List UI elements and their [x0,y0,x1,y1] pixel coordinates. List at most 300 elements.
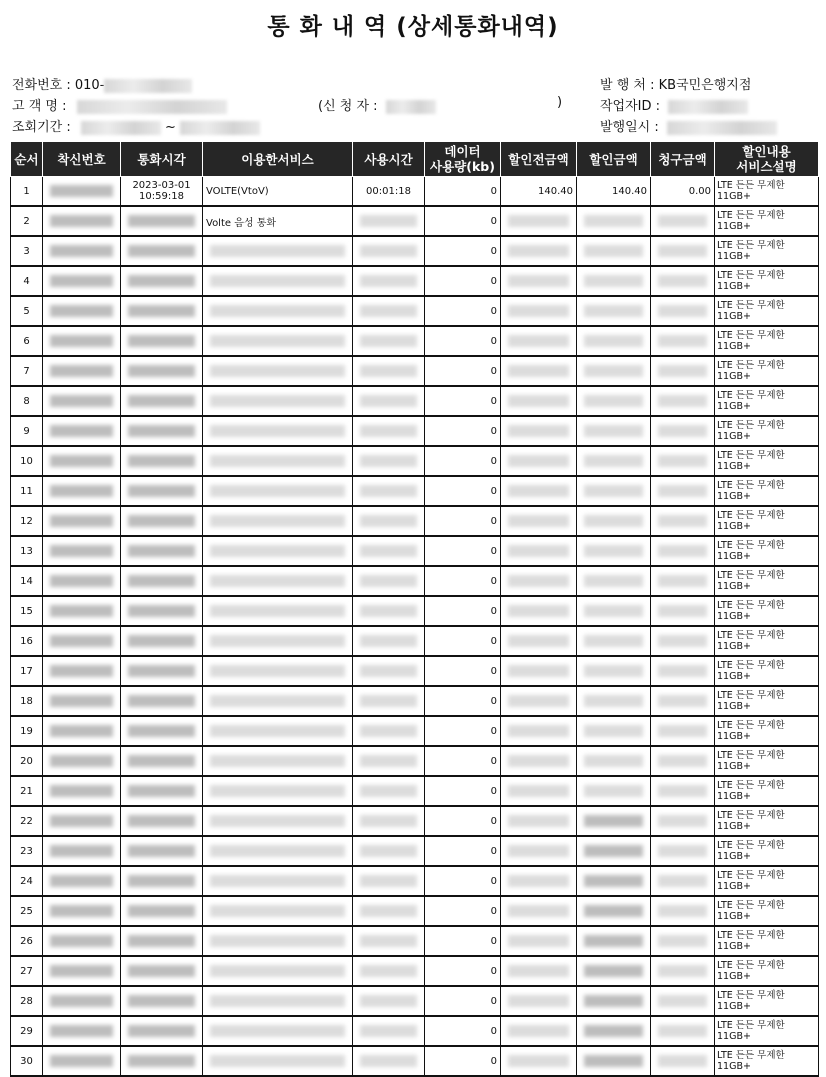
discount-cell: 140.40 [577,177,651,207]
call-time-cell [121,986,203,1016]
row-number: 15 [11,596,43,626]
discount-cell [577,236,651,266]
dest-number-cell [43,1016,121,1046]
redacted-value [50,695,113,707]
billed-cell [651,386,715,416]
redacted-value [128,815,195,827]
redacted-value [50,995,113,1007]
service-cell [203,836,353,866]
redacted-value [50,485,113,497]
duration-cell [353,236,425,266]
duration-cell [353,926,425,956]
redacted-value [360,695,417,707]
data-usage-cell: 0 [425,686,501,716]
redacted-value [584,395,643,407]
discount-cell [577,536,651,566]
redacted-value [210,425,345,437]
redacted-value [584,575,643,587]
redacted-worker [668,100,748,114]
discount-cell [577,476,651,506]
header-dest-number: 착신번호 [43,142,121,177]
table-row [11,206,819,236]
row-number: 30 [11,1046,43,1076]
data-usage-cell: 0 [425,296,501,326]
discount-cell [577,926,651,956]
redacted-value [210,665,345,677]
service-cell [203,626,353,656]
row-number: 24 [11,866,43,896]
discount-desc-cell: LTE 든든 무제한 11GB+ [715,896,819,926]
redacted-value [584,515,643,527]
call-time-cell [121,416,203,446]
redacted-value [658,635,707,647]
issuer-row [600,74,751,93]
dest-number-cell [43,356,121,386]
discount-cell [577,446,651,476]
redacted-value [658,935,707,947]
duration-cell [353,566,425,596]
data-usage-cell: 0 [425,926,501,956]
redacted-value [128,755,195,767]
redacted-value [658,725,707,737]
redacted-value [508,1025,569,1037]
header-service: 이용한서비스 [203,142,353,177]
period-separator: ~ [165,120,176,135]
service-cell [203,596,353,626]
redacted-value [658,1055,707,1067]
call-time-cell [121,746,203,776]
service-cell [203,1046,353,1076]
row-number: 8 [11,386,43,416]
redacted-phone [104,79,192,93]
redacted-value [50,1055,113,1067]
call-time-cell [121,266,203,296]
billed-cell [651,1046,715,1076]
billed-cell [651,656,715,686]
redacted-value [584,755,643,767]
redacted-value [210,515,345,527]
duration-cell [353,1016,425,1046]
billed-cell [651,956,715,986]
redacted-value [584,305,643,317]
dest-number-cell [43,296,121,326]
row-number: 7 [11,356,43,386]
discount-desc-cell: LTE 든든 무제한 11GB+ [715,206,819,236]
redacted-value [360,845,417,857]
discount-cell [577,896,651,926]
table-row [11,266,819,296]
data-usage-cell: 0 [425,266,501,296]
billed-cell [651,266,715,296]
redacted-value [658,965,707,977]
redacted-value [50,755,113,767]
redacted-value [584,1025,643,1037]
call-time-cell [121,626,203,656]
redacted-value [360,665,417,677]
redacted-value [508,575,569,587]
duration-cell [353,746,425,776]
discount-cell [577,656,651,686]
row-number: 28 [11,986,43,1016]
table-row [11,506,819,536]
discount-cell [577,806,651,836]
call-time-cell [121,566,203,596]
call-time-cell [121,596,203,626]
redacted-value [508,485,569,497]
redacted-value [50,845,113,857]
redacted-value [508,245,569,257]
billed-cell [651,836,715,866]
data-usage-cell: 0 [425,536,501,566]
redacted-value [360,965,417,977]
call-time-cell [121,896,203,926]
discount-cell [577,866,651,896]
redacted-customer [77,100,227,114]
discount-desc-cell: LTE 든든 무제한 11GB+ [715,236,819,266]
call-time-cell [121,1046,203,1076]
redacted-value [508,785,569,797]
redacted-value [658,425,707,437]
billed-cell [651,776,715,806]
redacted-value [508,725,569,737]
discount-cell [577,776,651,806]
redacted-value [658,695,707,707]
billed-cell [651,626,715,656]
amount-before-cell [501,806,577,836]
row-number: 3 [11,236,43,266]
redacted-value [360,395,417,407]
discount-cell [577,956,651,986]
billed-cell [651,326,715,356]
row-number: 27 [11,956,43,986]
redacted-value [50,815,113,827]
redacted-value [128,635,195,647]
redacted-value [210,875,345,887]
row-number: 22 [11,806,43,836]
header-call-time: 통화시각 [121,142,203,177]
redacted-value [658,335,707,347]
redacted-value [50,215,113,227]
redacted-value [584,245,643,257]
call-time-cell [121,206,203,236]
service-cell [203,686,353,716]
call-time-cell [121,686,203,716]
discount-cell [577,1046,651,1076]
discount-desc-cell: LTE 든든 무제한 11GB+ [715,266,819,296]
duration-cell [353,1046,425,1076]
dest-number-cell [43,626,121,656]
redacted-value [128,425,195,437]
redacted-value [50,335,113,347]
row-number: 20 [11,746,43,776]
data-usage-cell: 0 [425,986,501,1016]
amount-before-cell [501,1046,577,1076]
redacted-value [210,995,345,1007]
discount-desc-cell: LTE 든든 무제한 11GB+ [715,596,819,626]
discount-cell [577,386,651,416]
table-row [11,776,819,806]
duration-cell [353,416,425,446]
data-usage-cell: 0 [425,836,501,866]
amount-before-cell [501,206,577,236]
redacted-value [584,275,643,287]
redacted-value [128,1055,195,1067]
header-discount: 할인금액 [577,142,651,177]
call-time-cell [121,806,203,836]
row-number: 29 [11,1016,43,1046]
service-cell [203,236,353,266]
redacted-value [210,335,345,347]
row-number: 19 [11,716,43,746]
data-usage-cell: 0 [425,566,501,596]
redacted-value [210,365,345,377]
redacted-value [584,605,643,617]
row-number: 17 [11,656,43,686]
amount-before-cell [501,356,577,386]
redacted-value [584,665,643,677]
applicant-close: ) [557,95,563,110]
table-row [11,476,819,506]
dest-number-cell [43,506,121,536]
service-cell [203,356,353,386]
redacted-value [658,605,707,617]
data-usage-cell: 0 [425,776,501,806]
redacted-value [584,935,643,947]
dest-number-cell [43,416,121,446]
service-cell [203,536,353,566]
discount-desc-cell: LTE 든든 무제한 11GB+ [715,836,819,866]
duration-cell [353,206,425,236]
redacted-value [210,695,345,707]
dest-number-cell [43,206,121,236]
duration-cell [353,296,425,326]
discount-cell [577,326,651,356]
worker-label: 작업자ID : [600,99,661,114]
billed-cell [651,236,715,266]
redacted-value [128,905,195,917]
data-usage-cell: 0 [425,476,501,506]
redacted-value [210,1025,345,1037]
issue-date-row [600,116,777,135]
call-time-cell [121,1016,203,1046]
discount-cell [577,296,651,326]
redacted-value [360,215,417,227]
redacted-value [128,275,195,287]
redacted-value [360,575,417,587]
call-time-cell [121,536,203,566]
billed-cell [651,806,715,836]
data-usage-cell: 0 [425,866,501,896]
discount-desc-cell: LTE 든든 무제한 11GB+ [715,1046,819,1076]
redacted-value [584,1055,643,1067]
redacted-value [658,575,707,587]
redacted-value [360,1025,417,1037]
table-row [11,446,819,476]
table-row [11,986,819,1016]
redacted-value [128,695,195,707]
redacted-value [50,635,113,647]
amount-before-cell [501,566,577,596]
redacted-value [50,395,113,407]
duration-cell [353,776,425,806]
redacted-value [508,365,569,377]
redacted-value [360,245,417,257]
dest-number-cell [43,596,121,626]
issue-date-label: 발행일시 : [600,120,659,135]
billed-cell [651,566,715,596]
dest-number-cell [43,177,121,207]
data-usage-cell: 0 [425,326,501,356]
header-no: 순서 [11,142,43,177]
phone-label: 전화번호 : [12,78,71,93]
service-cell: VOLTE(VtoV) [203,177,353,207]
discount-cell [577,626,651,656]
data-usage-cell: 0 [425,1046,501,1076]
table-row [11,626,819,656]
duration-cell [353,326,425,356]
redacted-value [50,425,113,437]
redacted-value [210,455,345,467]
billed-cell [651,926,715,956]
redacted-value [584,545,643,557]
redacted-value [128,305,195,317]
discount-cell [577,416,651,446]
redacted-value [128,395,195,407]
redacted-value [658,545,707,557]
table-row [11,806,819,836]
redacted-value [584,815,643,827]
redacted-value [658,1025,707,1037]
data-usage-cell: 0 [425,956,501,986]
service-cell [203,716,353,746]
header-data-usage: 데이터 사용량(kb) [425,142,501,177]
redacted-value [128,515,195,527]
redacted-value [50,905,113,917]
redacted-value [658,365,707,377]
table-row [11,686,819,716]
service-cell [203,866,353,896]
billed-cell [651,896,715,926]
redacted-value [210,1055,345,1067]
discount-desc-cell: LTE 든든 무제한 11GB+ [715,386,819,416]
discount-desc-cell: LTE 든든 무제한 11GB+ [715,356,819,386]
call-time-cell [121,926,203,956]
data-usage-cell: 0 [425,446,501,476]
redacted-value [128,785,195,797]
redacted-value [658,905,707,917]
redacted-value [50,455,113,467]
header-billed: 청구금액 [651,142,715,177]
redacted-issue-date [667,121,777,135]
call-time-cell: 2023-03-01 10:59:18 [121,177,203,207]
redacted-value [658,665,707,677]
amount-before-cell [501,236,577,266]
redacted-value [584,455,643,467]
service-cell [203,506,353,536]
duration-cell: 00:01:18 [353,177,425,207]
billed-cell [651,206,715,236]
amount-before-cell [501,716,577,746]
redacted-value [210,935,345,947]
redacted-value [658,305,707,317]
billed-cell [651,866,715,896]
table-row [11,356,819,386]
duration-cell [353,386,425,416]
service-cell [203,776,353,806]
redacted-value [210,755,345,767]
duration-cell [353,896,425,926]
service-cell [203,1016,353,1046]
table-row [11,656,819,686]
service-cell: Volte 음성 통화 [203,206,353,236]
redacted-value [658,485,707,497]
call-time-cell [121,656,203,686]
redacted-value [658,815,707,827]
redacted-value [128,245,195,257]
discount-desc-cell: LTE 든든 무제한 11GB+ [715,536,819,566]
redacted-value [658,275,707,287]
redacted-value [360,305,417,317]
row-number: 6 [11,326,43,356]
table-row [11,416,819,446]
call-time-cell [121,236,203,266]
redacted-value [508,665,569,677]
redacted-value [508,605,569,617]
redacted-value [584,995,643,1007]
discount-desc-cell: LTE 든든 무제한 11GB+ [715,416,819,446]
redacted-value [128,575,195,587]
amount-before-cell [501,596,577,626]
data-usage-cell: 0 [425,236,501,266]
redacted-value [658,875,707,887]
discount-cell [577,746,651,776]
table-row [11,926,819,956]
redacted-value [360,605,417,617]
duration-cell [353,446,425,476]
amount-before-cell [501,266,577,296]
redacted-value [360,935,417,947]
redacted-value [210,905,345,917]
redacted-value [658,215,707,227]
data-usage-cell: 0 [425,596,501,626]
data-usage-cell: 0 [425,416,501,446]
redacted-value [508,875,569,887]
data-usage-cell: 0 [425,386,501,416]
redacted-value [128,545,195,557]
amount-before-cell [501,686,577,716]
dest-number-cell [43,686,121,716]
period-row [12,116,260,135]
dest-number-cell [43,326,121,356]
data-usage-cell: 0 [425,177,501,207]
amount-before-cell [501,416,577,446]
data-usage-cell: 0 [425,716,501,746]
redacted-period-start [81,121,161,135]
redacted-value [210,305,345,317]
phone-number-row [12,74,192,93]
header-discount-desc: 할인내용 서비스설명 [715,142,819,177]
redacted-value [50,185,113,197]
redacted-value [128,935,195,947]
dest-number-cell [43,716,121,746]
redacted-value [50,305,113,317]
discount-desc-cell: LTE 든든 무제한 11GB+ [715,686,819,716]
redacted-value [50,785,113,797]
row-number: 16 [11,626,43,656]
row-number: 13 [11,536,43,566]
redacted-value [508,275,569,287]
dest-number-cell [43,536,121,566]
